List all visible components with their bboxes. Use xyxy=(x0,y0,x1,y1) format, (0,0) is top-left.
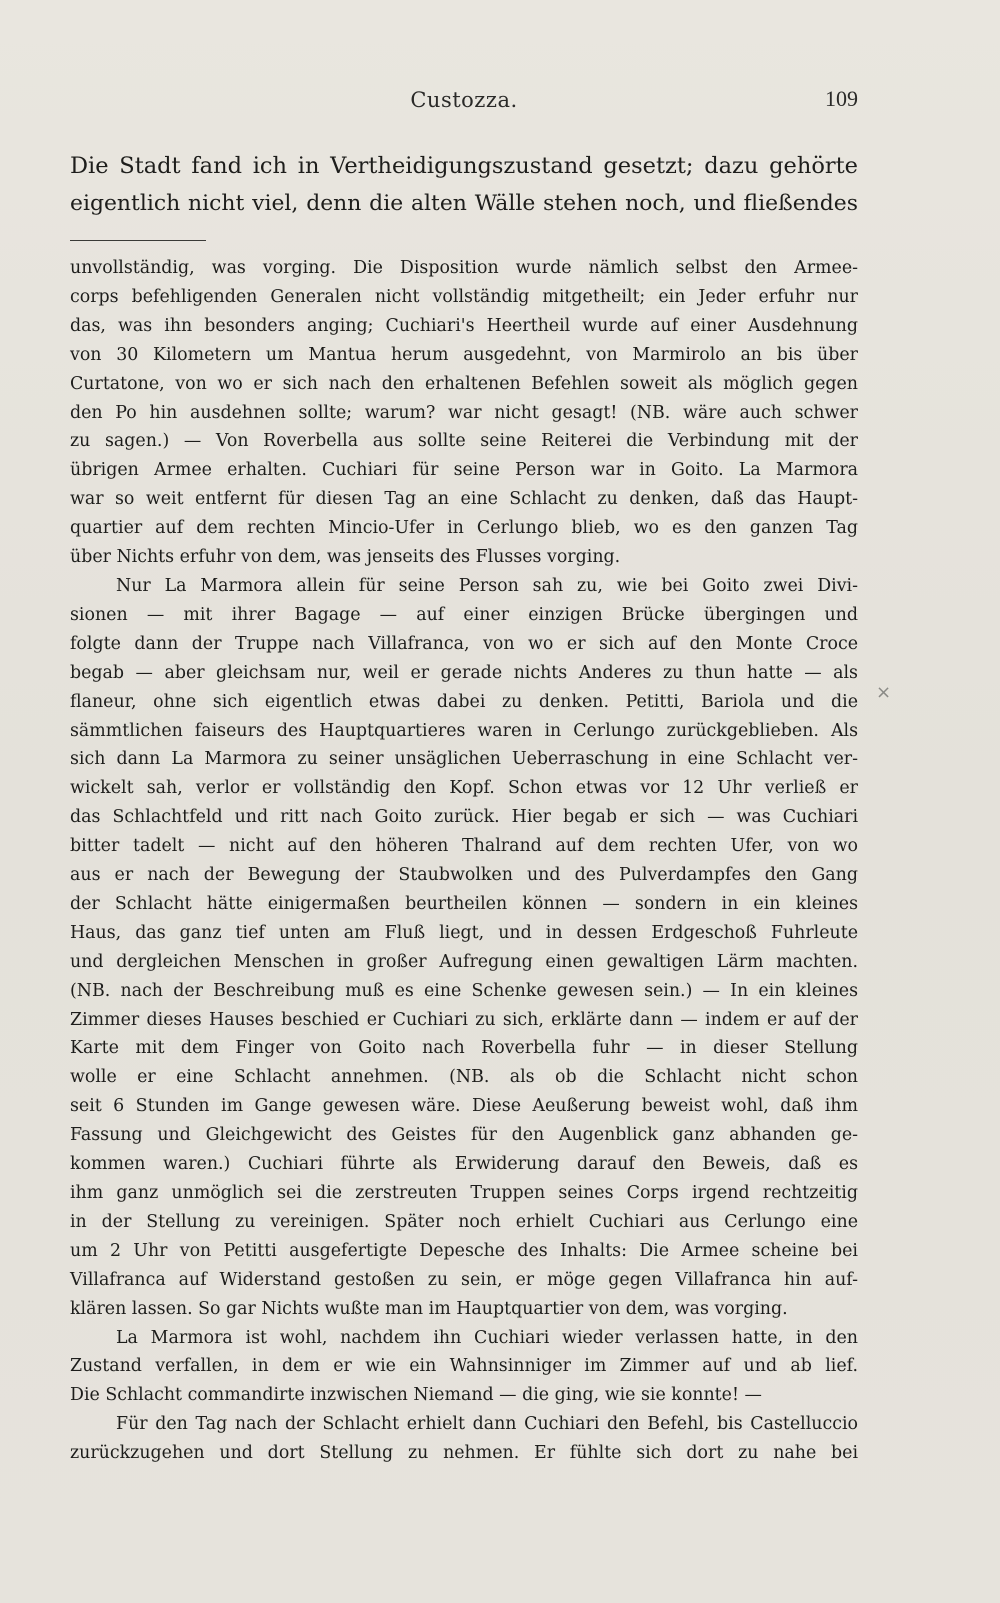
footnote-line: sich dann La Marmora zu seiner unsäglichen Ueberraschung in eine Schlacht ver- xyxy=(70,749,858,770)
footnote-line: ihm ganz unmöglich sei die zerstreuten Truppen seines Corps irgend rechtzeitig xyxy=(70,1183,858,1203)
footnote-line: wickelt sah, verlor er vollständig den Kopf. Schon etwas vor 12 Uhr verließ er xyxy=(70,778,858,799)
footnote-line: corps befehligenden Generalen nicht vollständig mitgetheilt; ein Jeder erfuhr nur xyxy=(70,286,858,307)
running-title: Custozza. xyxy=(410,88,518,112)
footnote-line: kommen waren.) Cuchiari führte als Erwiderung darauf den Beweis, daß es xyxy=(70,1154,858,1175)
footnote-line: das, was ihn besonders anging; Cuchiari's Heertheil wurde auf einer Ausdehnung xyxy=(70,315,858,336)
footnote-line: zu sagen.) — Von Roverbella aus sollte seine Reiterei die Verbindung mit der xyxy=(70,431,858,452)
footnote-text xyxy=(70,254,858,1468)
footnote-line: quartier auf dem rechten Mincio-Ufer in Cerlungo blieb, wo es den ganzen Tag xyxy=(70,518,858,539)
page-number: 109 xyxy=(825,86,858,111)
main-text xyxy=(70,148,858,222)
running-head xyxy=(70,88,858,118)
footnote-line: Villafranca auf Widerstand gestoßen zu sein, er möge gegen Villafranca hin auf- xyxy=(70,1269,858,1290)
footnote-line: das Schlachtfeld und ritt nach Goito zurück. Hier begab er sich — was Cuchiari xyxy=(70,807,858,828)
main-text-line: Die Stadt fand ich in Vertheidigungszustand gesetzt; dazu gehörte xyxy=(70,153,858,179)
footnote-line: um 2 Uhr von Petitti ausgefertigte Depesche des Inhalts: Die Armee scheine bei xyxy=(70,1240,858,1261)
footnote-line: den Po hin ausdehnen sollte; warum? war nicht gesagt! (NB. wäre auch schwer xyxy=(70,402,858,423)
footnote-line: Zimmer dieses Hauses beschied er Cuchiari zu sich, erklärte dann — indem er auf der xyxy=(70,1009,858,1030)
footnote-line: begab — aber gleichsam nur, weil er gerade nichts Anderes zu thun hatte — als xyxy=(70,662,858,683)
footnote-line: übrigen Armee erhalten. Cuchiari für seine Person war in Goito. La Marmora xyxy=(70,460,858,481)
footnote-line: in der Stellung zu vereinigen. Später noch erhielt Cuchiari aus Cerlungo eine xyxy=(70,1211,858,1232)
footnote-line: Nur La Marmora allein für seine Person sah zu, wie bei Goito zwei Divi- xyxy=(116,575,858,596)
footnote-line: Karte mit dem Finger von Goito nach Roverbella fuhr — in dieser Stellung xyxy=(70,1038,858,1059)
footnote-line: (NB. nach der Beschreibung muß es eine Schenke gewesen sein.) — In ein kleines xyxy=(70,980,858,1001)
footnote-line: aus er nach der Bewegung der Staubwolken und des Pulverdampfes den Gang xyxy=(70,865,858,886)
footnote-line: war so weit entfernt für diesen Tag an eine Schlacht zu denken, daß das Haupt- xyxy=(70,489,858,510)
footnote-line: sionen — mit ihrer Bagage — auf einer einzigen Brücke übergingen und xyxy=(70,604,858,625)
footnote-line: Haus, das ganz tief unten am Fluß liegt, und in dessen Erdgeschoß Fuhrleute xyxy=(70,922,858,943)
footnote-line: Fassung und Gleichgewicht des Geistes für den Augenblick ganz abhanden ge- xyxy=(70,1125,858,1146)
footnote-line: der Schlacht hätte einigermaßen beurtheilen können — sondern in ein kleines xyxy=(70,893,858,914)
footnote-line: Die Schlacht commandirte inzwischen Niemand — die ging, wie sie konnte! — xyxy=(70,1385,762,1406)
footnote-line: bitter tadelt — nicht auf den höheren Thalrand auf dem rechten Ufer, von wo xyxy=(70,836,858,857)
footnote-line: und dergleichen Menschen in großer Aufregung einen gewaltigen Lärm machten. xyxy=(70,951,858,972)
footnote-line: zurückzugehen und dort Stellung zu nehmen. Er fühlte sich dort zu nahe bei xyxy=(70,1443,858,1464)
footnote-line: Curtatone, von wo er sich nach den erhaltenen Befehlen soweit als möglich gegen xyxy=(70,373,858,394)
footnote-line: über Nichts erfuhr von dem, was jenseits des Flusses vorging. xyxy=(70,547,621,568)
footnote-line: sämmtlichen faiseurs des Hauptquartieres waren in Cerlungo zurückgeblieben. Als xyxy=(70,720,858,741)
footnote-line: von 30 Kilometern um Mantua herum ausgedehnt, von Marmirolo an bis über xyxy=(70,344,858,365)
main-text-line: eigentlich nicht viel, denn die alten Wälle stehen noch, und fließendes xyxy=(70,191,858,216)
footnote-line: Zustand verfallen, in dem er wie ein Wahnsinniger im Zimmer auf und ab lief. xyxy=(70,1356,858,1377)
margin-pencil-mark: × xyxy=(876,682,892,703)
footnote-line: wolle er eine Schlacht annehmen. (NB. als ob die Schlacht nicht schon xyxy=(70,1067,858,1088)
footnote-line: klären lassen. So gar Nichts wußte man im Hauptquartier von dem, was vorging. xyxy=(70,1298,788,1319)
footnote-line: seit 6 Stunden im Gange gewesen wäre. Diese Aeußerung beweist wohl, daß ihm xyxy=(70,1096,858,1117)
footnote-line: flaneur, ohne sich eigentlich etwas dabei zu denken. Petitti, Bariola und die xyxy=(70,691,858,712)
footnote-rule xyxy=(70,240,206,241)
footnote-line: folgte dann der Truppe nach Villafranca, von wo er sich auf den Monte Croce xyxy=(70,633,858,654)
footnote-line: Für den Tag nach der Schlacht erhielt dann Cuchiari den Befehl, bis Castelluccio xyxy=(116,1414,858,1435)
footnote-line: unvollständig, was vorging. Die Disposition wurde nämlich selbst den Armee- xyxy=(70,258,858,278)
footnote-line: La Marmora ist wohl, nachdem ihn Cuchiari wieder verlassen hatte, in den xyxy=(116,1327,858,1348)
